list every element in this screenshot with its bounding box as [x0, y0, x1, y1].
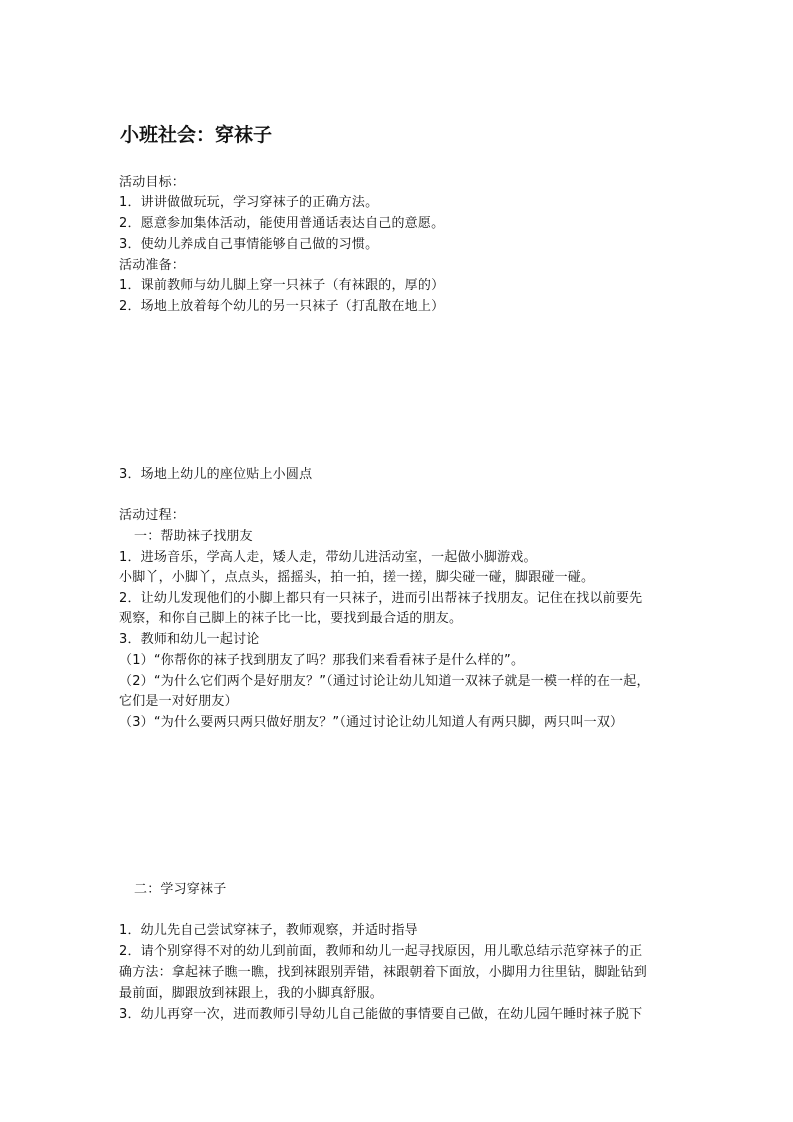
process-line: 1．幼儿先自己尝试穿袜子，教师观察，并适时指导	[119, 923, 418, 938]
process-line: 它们是一对好朋友）	[119, 694, 238, 709]
process-line: 小脚丫，小脚丫，点点头，摇摇头，拍一拍，搓一搓，脚尖碰一碰，脚跟碰一碰。	[119, 570, 595, 585]
process-line: （2）“为什么它们两个是好朋友？”（通过讨论让幼儿知道一双袜子就是一模一样的在一起，	[119, 674, 650, 689]
process-line: 最前面，脚跟放到袜跟上，我的小脚真舒服。	[119, 986, 384, 1001]
goals-heading: 活动目标：	[119, 175, 186, 190]
goal-item: 2．愿意参加集体活动，能使用普通话表达自己的意愿。	[119, 216, 445, 231]
process-heading: 活动过程：	[119, 508, 186, 523]
goal-item: 1．讲讲做做玩玩，学习穿袜子的正确方法。	[119, 195, 379, 210]
prep-item: 3．场地上幼儿的座位贴上小圆点	[119, 467, 313, 482]
prep-heading: 活动准备：	[119, 258, 186, 273]
process-line: 确方法：拿起袜子瞧一瞧，找到袜跟别弄错，袜跟朝着下面放，小脚用力往里钻，脚趾钻到	[119, 965, 648, 980]
process-line: 3．幼儿再穿一次，进而教师引导幼儿自己能做的事情要自己做，在幼儿园午睡时袜子脱下	[119, 1007, 643, 1022]
process-line: 1．进场音乐，学高人走，矮人走，带幼儿进活动室，一起做小脚游戏。	[119, 550, 537, 565]
part2-heading: 二：学习穿袜子	[134, 882, 227, 897]
prep-item: 1．课前教师与幼儿脚上穿一只袜子（有袜跟的，厚的）	[119, 278, 445, 293]
process-line: 2．请个别穿得不对的幼儿到前面，教师和幼儿一起寻找原因，用儿歌总结示范穿袜子的正	[119, 944, 643, 959]
process-line: （3）“为什么要两只两只做好朋友？”（通过讨论让幼儿知道人有两只脚，两只叫一双）	[119, 715, 624, 730]
process-line: （1）“你帮你的袜子找到朋友了吗？那我们来看看袜子是什么样的”。	[119, 653, 525, 668]
prep-item: 2．场地上放着每个幼儿的另一只袜子（打乱散在地上）	[119, 299, 445, 314]
document-title: 小班社会：穿袜子	[120, 124, 273, 146]
process-line: 观察，和你自己脚上的袜子比一比，要找到最合适的朋友。	[119, 611, 463, 626]
process-line: 2．让幼儿发现他们的小脚上都只有一只袜子，进而引出帮袜子找朋友。记住在找以前要先	[119, 591, 643, 606]
goal-item: 3．使幼儿养成自己事情能够自己做的习惯。	[119, 237, 379, 252]
part1-heading: 一：帮助袜子找朋友	[134, 529, 253, 544]
process-line: 3．教师和幼儿一起讨论	[119, 632, 260, 647]
